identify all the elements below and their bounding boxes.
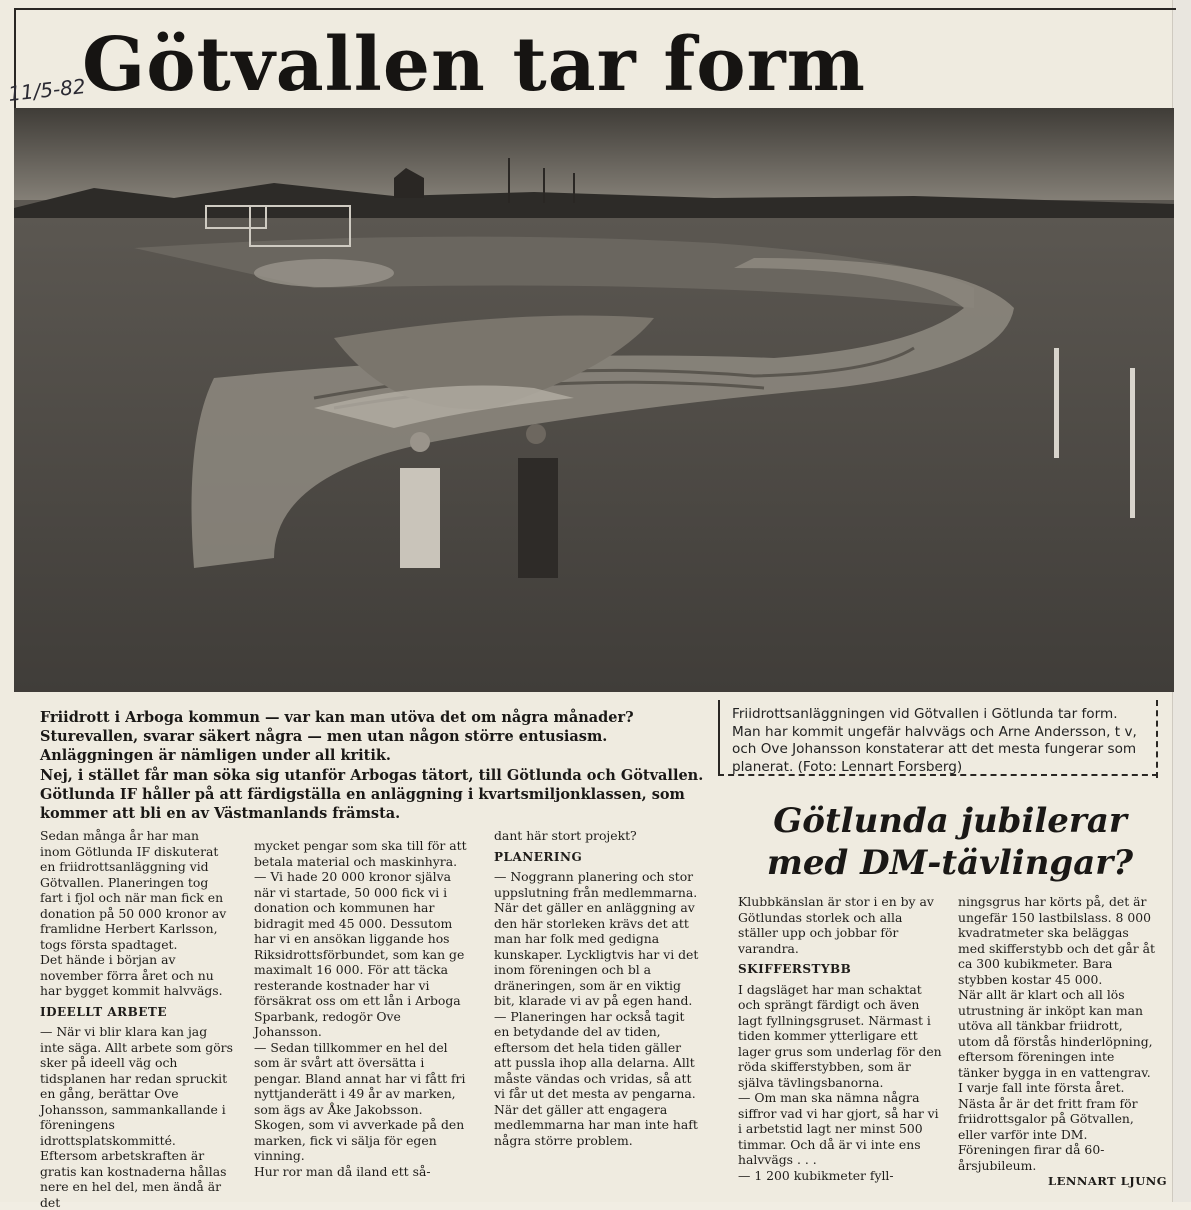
photo-caption: Friidrottsanläggningen vid Götvallen i Götlunda tar form. Man har kommit ungefär halvvägs och Arne Andersson, t v, och Ove Johansson konstaterar att det mesta fungerar som planerat. (Foto: Lennart Forsberg)	[718, 700, 1158, 776]
paragraph: — 1 200 kubikmeter fyll-	[738, 1167, 894, 1183]
article-column-3	[494, 828, 700, 1148]
article-column-5	[958, 894, 1156, 1173]
paragraph: Sedan många år har man inom Götlunda IF diskuterat en friidrottsanläggning vid Götvallen. Planeringen tog fart i fjol och när man fick en donation på 50 000 kronor av framlidne Herbert Karlsson, togs första spadtaget.	[40, 828, 227, 952]
caption-border	[1156, 700, 1158, 778]
paragraph: Hur ror man då iland ett så-	[254, 1163, 431, 1179]
paragraph: — Planeringen har också tagit en betydande del av tiden, eftersom det hela tiden gäller att pussla ihop alla delarna. Allt måste vändas och vridas, så att vi får ut det mesta av pengarna.	[494, 1008, 696, 1101]
paragraph: — Om man ska nämna några siffror vad vi har gjort, så har vi i arbetstid lagt ner minst 500 timmar. Och då är vi inte ens halvvägs . . .	[738, 1090, 939, 1167]
byline: LENNART LJUNG	[1048, 1174, 1168, 1188]
subheading: PLANERING	[494, 849, 583, 864]
article-column-2	[254, 838, 472, 1179]
subheading: IDEELLT ARBETE	[40, 1004, 167, 1019]
headline-box	[14, 8, 1176, 108]
paragraph: ningsgrus har körts på, det är ungefär 150 lastbilslass. 8 000 kvadratmeter ska beläggas med skifferstybb och det går åt ca 300 kubikmeter. Bara stybben kostar 45 000.	[958, 894, 1156, 987]
paragraph: Eftersom arbetskraften är gratis kan kostnaderna hållas nere en hel del, men ändå är det	[40, 1148, 227, 1210]
photo-illustration	[14, 108, 1174, 692]
paragraph: — Noggrann planering och stor uppslutning från medlemmarna. När det gäller en anläggning av den här storleken krävs det att man har folk med gedigna kunskaper. Lyckligtvis har vi det inom föreningen och bl a dräneringen, som är en viktig bit, klarade vi av på egen hand.	[494, 869, 699, 1008]
paragraph: dant här stort projekt?	[494, 828, 637, 843]
lead-paragraphs	[40, 708, 712, 823]
sub-headline: Götlunda jubilerar med DM-tävlingar?	[766, 801, 1134, 883]
paragraph: — Sedan tillkommer en hel del som är svårt att översätta i pengar. Bland annat har vi fått fri nyttjanderätt i 49 år av marken, som ägs av Åke Jakobsson. Skogen, som vi avverkade på den marken, fick vi sälja för egen vinning.	[254, 1039, 466, 1163]
subheading: SKIFFERSTYBB	[738, 962, 852, 976]
paragraph: När allt är klart och all lös utrustning är inköpt kan man utöva all tänkbar friidrott, utom då förstås hinderlöpning, eftersom föreningen inte tänker bygga in en vattengrav. I varje fall inte första året.	[958, 987, 1153, 1095]
adjacent-page-strip	[1172, 0, 1191, 1202]
paragraph: När det gäller att engagera medlemmarna har man inte haft några större problem.	[494, 1101, 698, 1148]
article-column-4	[738, 894, 944, 1183]
lead-paragraph: Sturevallen, svarar säkert några — men utan någon större entusiasm. Anläggningen är nämligen under all kritik.	[40, 728, 608, 765]
paragraph: I dagsläget har man schaktat och sprängt färdigt och även lagt fyllningsgruset. Närmast i tiden kommer ytterligare ett lager grus som underlag för den röda skifferstybben, som är själva tävlingsbanorna.	[738, 981, 942, 1090]
article-column-1	[40, 828, 234, 1210]
lead-paragraph: Friidrott i Arboga kommun — var kan man utöva det om några månader?	[40, 709, 634, 726]
headline: Götvallen tar form	[82, 22, 866, 108]
handwritten-date: 11/5-82	[6, 74, 87, 106]
paragraph: mycket pengar som ska till för att betala material och maskinhyra.	[254, 838, 467, 869]
paragraph: — Vi hade 20 000 kronor själva när vi startade, 50 000 fick vi i donation och kommunen har bidragit med 45 000. Dessutom har vi en ansökan liggande hos Riksidrottsförbundet, som kan ge maximalt 16 000. För att täcka resterande kostnader har vi försäkrat oss om ett lån i Arboga Sparbank, redogör Ove Johansson.	[254, 869, 465, 1039]
article-photo	[14, 108, 1174, 692]
paragraph: — När vi blir klara kan jag inte säga. Allt arbete som görs sker på ideell väg och tidsplanen har redan spruckit en gång, berättar Ove Johansson, sammankallande i föreningens idrottsplatskommitté.	[40, 1024, 233, 1148]
paragraph: Det hände i början av november förra året och nu har bygget kommit halvvägs.	[40, 952, 223, 998]
paragraph: Klubbkänslan är stor i en by av Götlundas storlek och alla ställer upp och jobbar för varandra.	[738, 894, 934, 956]
lead-paragraph: Nej, i stället får man söka sig utanför Arbogas tätort, till Götlunda och Götvallen. Götlunda IF håller på att färdigställa en anläggning i kvartsmiljonklassen, som kommer att bli en av Västmanlands främsta.	[40, 766, 704, 823]
paragraph: Nästa år är det fritt fram för friidrottsgalor på Götvallen, eller varför inte DM. Föreningen firar då 60-årsjubileum.	[958, 1095, 1138, 1173]
